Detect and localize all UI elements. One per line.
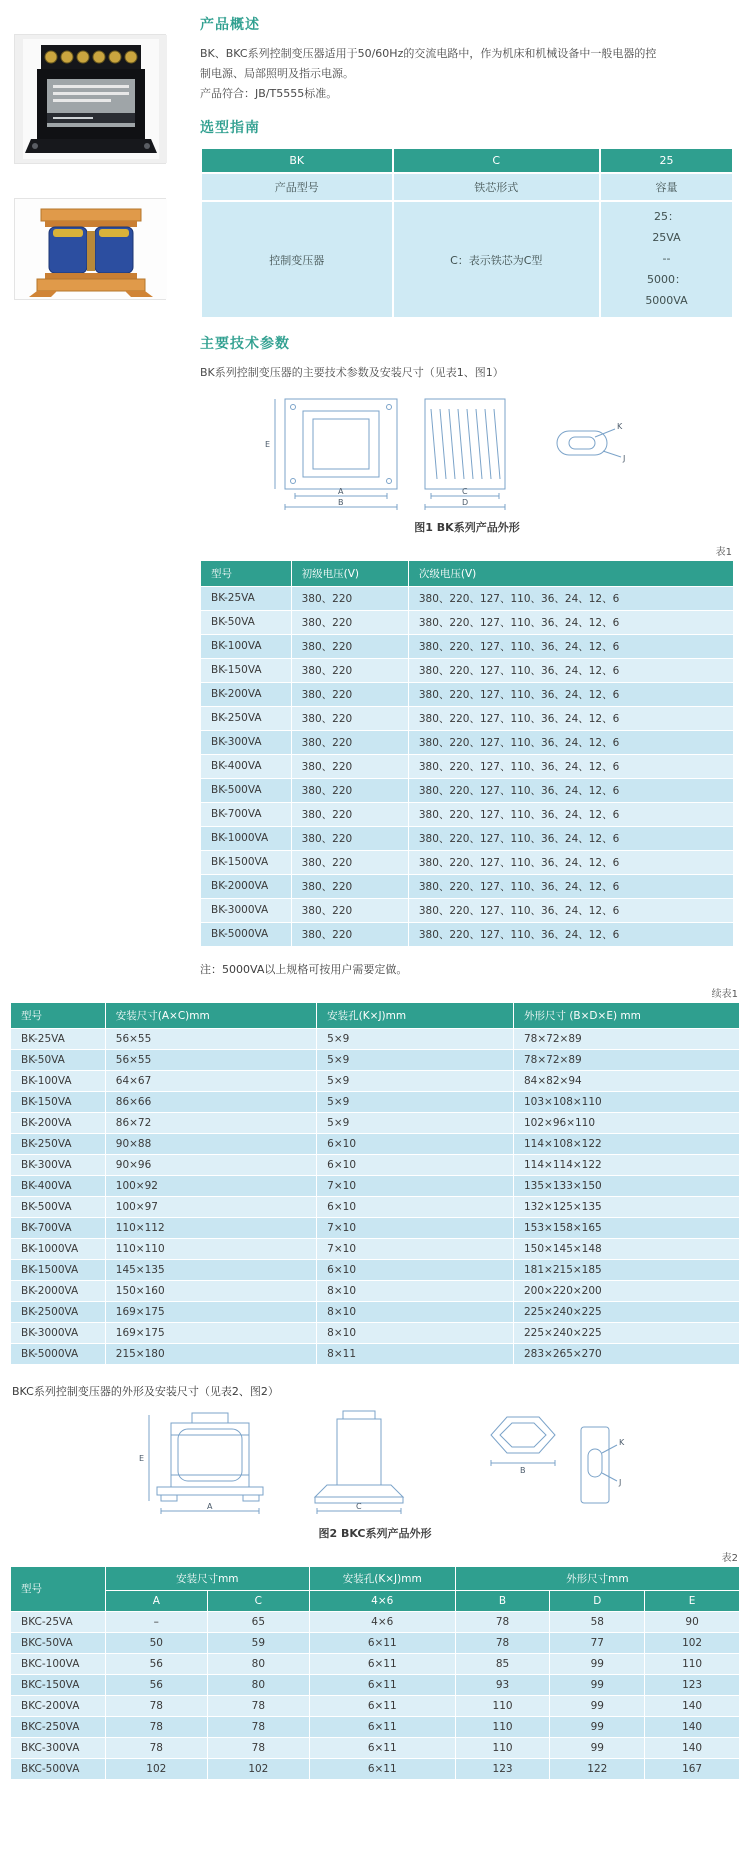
column-header: 安装尺寸mm bbox=[105, 1566, 309, 1590]
value-cell: 64×67 bbox=[105, 1070, 316, 1091]
value-cell: 167 bbox=[645, 1758, 740, 1779]
value-cell: 6×11 bbox=[309, 1653, 455, 1674]
mounting-hole-detail bbox=[557, 429, 621, 457]
value-cell: 6×11 bbox=[309, 1716, 455, 1737]
value-cell: 380、220、127、110、36、24、12、6 bbox=[408, 922, 733, 946]
table-row bbox=[11, 1653, 740, 1674]
dim-label-d: D bbox=[462, 497, 469, 507]
value-cell: 8×10 bbox=[317, 1322, 514, 1343]
value-cell: 99 bbox=[550, 1737, 645, 1758]
model-cell: BK-700VA bbox=[201, 802, 292, 826]
table-row bbox=[201, 922, 734, 946]
table-row bbox=[201, 682, 734, 706]
value-cell: 50 bbox=[105, 1632, 207, 1653]
product-photos bbox=[0, 0, 200, 334]
table1-label: 表1 bbox=[715, 546, 732, 558]
column-subheader: A bbox=[105, 1590, 207, 1611]
column-header: 次级电压(V) bbox=[408, 560, 733, 586]
capacity-cell bbox=[600, 201, 733, 317]
model-cell: BK-250VA bbox=[11, 1133, 106, 1154]
value-cell: 56 bbox=[105, 1653, 207, 1674]
bkc-intro: BKC系列控制变压器的外形及安装尺寸（见表2、图2） bbox=[12, 1384, 279, 1398]
value-cell: 123 bbox=[455, 1758, 550, 1779]
table-row bbox=[201, 586, 734, 610]
table-row bbox=[11, 1196, 740, 1217]
bk-transformer-photo bbox=[15, 35, 167, 163]
column-header: C bbox=[393, 148, 600, 173]
value-cell: 84×82×94 bbox=[514, 1070, 740, 1091]
value-cell: 5×9 bbox=[317, 1091, 514, 1112]
value-cell: 80 bbox=[207, 1653, 309, 1674]
table-row bbox=[201, 658, 734, 682]
value-cell: 4×6 bbox=[309, 1611, 455, 1632]
model-cell: BK-150VA bbox=[201, 658, 292, 682]
bkc-transformer-photo bbox=[15, 199, 167, 299]
value-cell: 6×10 bbox=[317, 1154, 514, 1175]
value-cell: 56×55 bbox=[105, 1049, 316, 1070]
column-subheader: E bbox=[645, 1590, 740, 1611]
value-cell: 78 bbox=[455, 1632, 550, 1653]
value-cell: 65 bbox=[207, 1611, 309, 1632]
value-cell: 56×55 bbox=[105, 1028, 316, 1049]
table-row bbox=[11, 1049, 740, 1070]
value-cell: 110 bbox=[455, 1716, 550, 1737]
mounting-bracket-detail bbox=[581, 1427, 617, 1503]
table-row bbox=[201, 826, 734, 850]
value-cell: 380、220 bbox=[291, 658, 408, 682]
value-cell: 5×9 bbox=[317, 1070, 514, 1091]
dim-label-c: C bbox=[356, 1501, 362, 1511]
model-cell: BK-3000VA bbox=[201, 898, 292, 922]
front-view bbox=[275, 399, 397, 510]
value-cell: 380、220、127、110、36、24、12、6 bbox=[408, 682, 733, 706]
bk-outline-drawing bbox=[217, 393, 717, 515]
value-cell: 169×175 bbox=[105, 1301, 316, 1322]
value-cell: 6×10 bbox=[317, 1196, 514, 1217]
value-cell: 86×72 bbox=[105, 1112, 316, 1133]
cont-table-label: 续表1 bbox=[711, 988, 738, 1000]
table-row bbox=[11, 1674, 740, 1695]
value-cell: 6×10 bbox=[317, 1133, 514, 1154]
value-cell: 78 bbox=[105, 1695, 207, 1716]
column-header: 25 bbox=[600, 148, 733, 173]
value-cell: 225×240×225 bbox=[514, 1322, 740, 1343]
model-cell: BK-50VA bbox=[11, 1049, 106, 1070]
dim-label-k: K bbox=[617, 421, 623, 431]
table-header-row bbox=[201, 148, 733, 173]
column-subheader: B bbox=[455, 1590, 550, 1611]
core-section-detail bbox=[491, 1417, 555, 1466]
model-cell: BK-200VA bbox=[11, 1112, 106, 1133]
tech-intro: BK系列控制变压器的主要技术参数及安装尺寸（见表1、图1） bbox=[200, 365, 504, 379]
value-cell: 380、220、127、110、36、24、12、6 bbox=[408, 898, 733, 922]
table-row bbox=[11, 1133, 740, 1154]
model-cell: BK-250VA bbox=[201, 706, 292, 730]
value-cell: 6×11 bbox=[309, 1758, 455, 1779]
table-row bbox=[11, 1322, 740, 1343]
section-title-selection-guide: 选型指南 bbox=[200, 120, 260, 137]
model-cell: BK-700VA bbox=[11, 1217, 106, 1238]
value-cell: 56 bbox=[105, 1674, 207, 1695]
value-cell: 110 bbox=[455, 1737, 550, 1758]
bkc-dimensions-table bbox=[10, 1566, 740, 1780]
value-cell: 380、220、127、110、36、24、12、6 bbox=[408, 706, 733, 730]
value-cell: 7×10 bbox=[317, 1217, 514, 1238]
value-cell: 380、220 bbox=[291, 874, 408, 898]
value-cell: 380、220、127、110、36、24、12、6 bbox=[408, 586, 733, 610]
section-title-tech-params: 主要技术参数 bbox=[200, 335, 290, 352]
bkc-outline-drawing bbox=[115, 1409, 635, 1521]
text-line: 25VA bbox=[652, 231, 681, 245]
model-cell: BK-1000VA bbox=[201, 826, 292, 850]
value-cell: 169×175 bbox=[105, 1322, 316, 1343]
table-row bbox=[201, 706, 734, 730]
table-row bbox=[11, 1632, 740, 1653]
column-header: 外形尺寸mm bbox=[455, 1566, 739, 1590]
value-cell: 90×96 bbox=[105, 1154, 316, 1175]
value-cell: 78 bbox=[207, 1695, 309, 1716]
value-cell: 380、220 bbox=[291, 586, 408, 610]
value-cell: 控制变压器 bbox=[201, 201, 393, 317]
table-row bbox=[11, 1695, 740, 1716]
value-cell: 135×133×150 bbox=[514, 1175, 740, 1196]
text-line: 5000： bbox=[646, 273, 686, 287]
dim-label-b: B bbox=[520, 1465, 526, 1475]
model-cell: BK-100VA bbox=[11, 1070, 106, 1091]
table-subheader-row bbox=[11, 1590, 740, 1611]
value-cell: 123 bbox=[645, 1674, 740, 1695]
value-cell: 100×92 bbox=[105, 1175, 316, 1196]
value-cell: 85 bbox=[455, 1653, 550, 1674]
value-cell: 380、220 bbox=[291, 802, 408, 826]
model-cell: BKC-150VA bbox=[11, 1674, 106, 1695]
value-cell: 58 bbox=[550, 1611, 645, 1632]
figure-2 bbox=[10, 1409, 740, 1521]
column-header: BK bbox=[201, 148, 393, 173]
value-cell: 150×145×148 bbox=[514, 1238, 740, 1259]
column-header: 安装孔(K×J)mm bbox=[317, 1002, 514, 1028]
model-cell: BK-5000VA bbox=[11, 1343, 106, 1364]
table-row bbox=[11, 1716, 740, 1737]
table-row bbox=[201, 898, 734, 922]
figure-1-caption: 图1 BK系列产品外形 bbox=[414, 520, 520, 534]
value-cell: 100×97 bbox=[105, 1196, 316, 1217]
dim-label-a: A bbox=[207, 1501, 213, 1511]
table-row bbox=[11, 1091, 740, 1112]
bk-params-table bbox=[200, 560, 734, 947]
table-row bbox=[201, 802, 734, 826]
model-cell: BKC-50VA bbox=[11, 1632, 106, 1653]
value-cell: 380、220、127、110、36、24、12、6 bbox=[408, 658, 733, 682]
column-subheader: D bbox=[550, 1590, 645, 1611]
table-row bbox=[11, 1112, 740, 1133]
table-row bbox=[201, 610, 734, 634]
table-row bbox=[201, 754, 734, 778]
table-row bbox=[11, 1217, 740, 1238]
figure-2-caption: 图2 BKC系列产品外形 bbox=[318, 1526, 432, 1540]
model-cell: BK-1000VA bbox=[11, 1238, 106, 1259]
column-header: 型号 bbox=[11, 1002, 106, 1028]
table-row bbox=[201, 730, 734, 754]
value-cell: 8×10 bbox=[317, 1301, 514, 1322]
value-cell: 102 bbox=[207, 1758, 309, 1779]
value-cell: 59 bbox=[207, 1632, 309, 1653]
table-row bbox=[201, 850, 734, 874]
model-cell: BK-400VA bbox=[11, 1175, 106, 1196]
value-cell: 78×72×89 bbox=[514, 1028, 740, 1049]
table-row bbox=[11, 1280, 740, 1301]
table-row bbox=[11, 1175, 740, 1196]
value-cell: 380、220 bbox=[291, 682, 408, 706]
table-row bbox=[11, 1301, 740, 1322]
product-photo-bk bbox=[14, 34, 166, 164]
model-cell: BK-500VA bbox=[11, 1196, 106, 1217]
value-cell: 6×11 bbox=[309, 1632, 455, 1653]
table-row bbox=[11, 1070, 740, 1091]
value-cell: 380、220 bbox=[291, 610, 408, 634]
value-cell: 283×265×270 bbox=[514, 1343, 740, 1364]
model-cell: BK-100VA bbox=[201, 634, 292, 658]
bk-dimensions-table bbox=[10, 1002, 740, 1365]
product-photo-bkc bbox=[14, 198, 166, 300]
value-cell: 8×11 bbox=[317, 1343, 514, 1364]
value-cell: 153×158×165 bbox=[514, 1217, 740, 1238]
main-content bbox=[200, 0, 750, 981]
dim-label-j: J bbox=[619, 1477, 622, 1487]
value-cell: 140 bbox=[645, 1737, 740, 1758]
column-header: 安装尺寸(A×C)mm bbox=[105, 1002, 316, 1028]
table-row bbox=[11, 1758, 740, 1779]
model-cell: BK-500VA bbox=[201, 778, 292, 802]
lower-section bbox=[0, 985, 750, 1820]
model-cell: BKC-200VA bbox=[11, 1695, 106, 1716]
dim-label-c: C bbox=[462, 486, 468, 496]
model-cell: BK-300VA bbox=[201, 730, 292, 754]
value-cell: 114×114×122 bbox=[514, 1154, 740, 1175]
value-cell: 5×9 bbox=[317, 1112, 514, 1133]
column-header: 外形尺寸 (B×D×E) mm bbox=[514, 1002, 740, 1028]
value-cell: 380、220 bbox=[291, 826, 408, 850]
table-row bbox=[11, 1259, 740, 1280]
value-cell: 380、220、127、110、36、24、12、6 bbox=[408, 850, 733, 874]
value-cell: 200×220×200 bbox=[514, 1280, 740, 1301]
column-subheader: C bbox=[207, 1590, 309, 1611]
value-cell: 140 bbox=[645, 1695, 740, 1716]
text-line: 5000VA bbox=[645, 293, 688, 307]
value-cell: 99 bbox=[550, 1716, 645, 1737]
dim-label-e: E bbox=[265, 439, 271, 449]
front-view bbox=[149, 1413, 263, 1514]
text-line: 产品符合：JB/T5555标准。 bbox=[200, 86, 338, 100]
table-row bbox=[11, 1028, 740, 1049]
value-cell: 110 bbox=[645, 1653, 740, 1674]
dim-label-b: B bbox=[338, 497, 344, 507]
value-cell: 90×88 bbox=[105, 1133, 316, 1154]
value-cell: 6×11 bbox=[309, 1737, 455, 1758]
value-cell: 225×240×225 bbox=[514, 1301, 740, 1322]
value-cell: 99 bbox=[550, 1653, 645, 1674]
value-cell: 110×112 bbox=[105, 1217, 316, 1238]
value-cell: 380、220 bbox=[291, 730, 408, 754]
value-cell: 181×215×185 bbox=[514, 1259, 740, 1280]
value-cell: 产品型号 bbox=[201, 173, 393, 201]
value-cell: 380、220 bbox=[291, 922, 408, 946]
value-cell: 6×11 bbox=[309, 1695, 455, 1716]
model-cell: BK-25VA bbox=[11, 1028, 106, 1049]
selection-guide-table bbox=[200, 147, 734, 318]
value-cell: 102 bbox=[645, 1632, 740, 1653]
value-cell: 150×160 bbox=[105, 1280, 316, 1301]
model-cell: BK-200VA bbox=[201, 682, 292, 706]
value-cell: 110×110 bbox=[105, 1238, 316, 1259]
value-cell: 380、220 bbox=[291, 778, 408, 802]
value-cell: 78 bbox=[455, 1611, 550, 1632]
model-cell: BK-1500VA bbox=[11, 1259, 106, 1280]
value-cell: 380、220 bbox=[291, 706, 408, 730]
model-cell: BK-150VA bbox=[11, 1091, 106, 1112]
value-cell: 78 bbox=[105, 1716, 207, 1737]
value-cell: 6×11 bbox=[309, 1674, 455, 1695]
value-cell: 86×66 bbox=[105, 1091, 316, 1112]
figure-1 bbox=[200, 393, 734, 515]
text-line: 25： bbox=[653, 210, 679, 224]
dim-label-e: E bbox=[139, 1453, 145, 1463]
section-title-overview: 产品概述 bbox=[200, 17, 260, 33]
table-row bbox=[201, 173, 733, 201]
value-cell: – bbox=[105, 1611, 207, 1632]
model-cell: BK-50VA bbox=[201, 610, 292, 634]
value-cell: 7×10 bbox=[317, 1175, 514, 1196]
model-cell: BK-2000VA bbox=[201, 874, 292, 898]
model-cell: BKC-300VA bbox=[11, 1737, 106, 1758]
value-cell: 380、220、127、110、36、24、12、6 bbox=[408, 874, 733, 898]
dim-label-a: A bbox=[338, 486, 344, 496]
table-row bbox=[201, 201, 733, 317]
value-cell: 380、220 bbox=[291, 850, 408, 874]
value-cell: 102 bbox=[105, 1758, 207, 1779]
model-cell: BKC-100VA bbox=[11, 1653, 106, 1674]
value-cell: 5×9 bbox=[317, 1028, 514, 1049]
value-cell: 102×96×110 bbox=[514, 1112, 740, 1133]
value-cell: 99 bbox=[550, 1695, 645, 1716]
value-cell: 380、220 bbox=[291, 898, 408, 922]
value-cell: 114×108×122 bbox=[514, 1133, 740, 1154]
value-cell: 80 bbox=[207, 1674, 309, 1695]
value-cell: 铁芯形式 bbox=[393, 173, 600, 201]
column-header: 安装孔(K×J)mm bbox=[309, 1566, 455, 1590]
value-cell: 8×10 bbox=[317, 1280, 514, 1301]
table-header-row bbox=[11, 1002, 740, 1028]
column-header: 型号 bbox=[201, 560, 292, 586]
column-header: 型号 bbox=[11, 1566, 106, 1611]
model-cell: BKC-500VA bbox=[11, 1758, 106, 1779]
value-cell: 93 bbox=[455, 1674, 550, 1695]
text-line: BK、BKC系列控制变压器适用于50/60Hz的交流电路中，作为机床和机械设备中一般电器的控 bbox=[200, 47, 657, 60]
value-cell: 132×125×135 bbox=[514, 1196, 740, 1217]
model-cell: BK-25VA bbox=[201, 586, 292, 610]
value-cell: 140 bbox=[645, 1716, 740, 1737]
model-cell: BK-3000VA bbox=[11, 1322, 106, 1343]
table-row bbox=[11, 1238, 740, 1259]
model-cell: BK-1500VA bbox=[201, 850, 292, 874]
table-row bbox=[201, 874, 734, 898]
model-cell: BK-400VA bbox=[201, 754, 292, 778]
table2-label: 表2 bbox=[721, 1552, 738, 1564]
value-cell: 380、220、127、110、36、24、12、6 bbox=[408, 778, 733, 802]
value-cell: 380、220、127、110、36、24、12、6 bbox=[408, 754, 733, 778]
model-cell: BK-5000VA bbox=[201, 922, 292, 946]
text-line: -- bbox=[662, 252, 671, 266]
value-cell: 5×9 bbox=[317, 1049, 514, 1070]
column-header: 初级电压(V) bbox=[291, 560, 408, 586]
column-subheader: 4×6 bbox=[309, 1590, 455, 1611]
value-cell: 99 bbox=[550, 1674, 645, 1695]
value-cell: 78×72×89 bbox=[514, 1049, 740, 1070]
value-cell: 容量 bbox=[600, 173, 733, 201]
table-header-row bbox=[201, 560, 734, 586]
value-cell: 110 bbox=[455, 1695, 550, 1716]
value-cell: 215×180 bbox=[105, 1343, 316, 1364]
model-cell: BK-300VA bbox=[11, 1154, 106, 1175]
side-view bbox=[315, 1411, 403, 1514]
table-row bbox=[201, 778, 734, 802]
value-cell: 380、220 bbox=[291, 634, 408, 658]
table-row bbox=[11, 1343, 740, 1364]
model-cell: BKC-250VA bbox=[11, 1716, 106, 1737]
model-cell: BK-2000VA bbox=[11, 1280, 106, 1301]
value-cell: 380、220、127、110、36、24、12、6 bbox=[408, 610, 733, 634]
value-cell: 7×10 bbox=[317, 1238, 514, 1259]
value-cell: 77 bbox=[550, 1632, 645, 1653]
value-cell: 6×10 bbox=[317, 1259, 514, 1280]
value-cell: 90 bbox=[645, 1611, 740, 1632]
table-row bbox=[11, 1154, 740, 1175]
value-cell: 380、220、127、110、36、24、12、6 bbox=[408, 730, 733, 754]
dim-label-k: K bbox=[619, 1437, 625, 1447]
note-text: 注：5000VA以上规格可按用户需要定做。 bbox=[200, 962, 408, 976]
value-cell: 380、220 bbox=[291, 754, 408, 778]
table-row bbox=[201, 634, 734, 658]
value-cell: 78 bbox=[105, 1737, 207, 1758]
table-header-row bbox=[11, 1566, 740, 1590]
overview-text bbox=[200, 44, 734, 103]
table-row bbox=[11, 1737, 740, 1758]
value-cell: 103×108×110 bbox=[514, 1091, 740, 1112]
text-line: 制电源、局部照明及指示电源。 bbox=[200, 66, 354, 80]
value-cell: 78 bbox=[207, 1716, 309, 1737]
dim-label-j: J bbox=[623, 453, 626, 463]
value-cell: 380、220、127、110、36、24、12、6 bbox=[408, 634, 733, 658]
value-cell: 78 bbox=[207, 1737, 309, 1758]
value-cell: 380、220、127、110、36、24、12、6 bbox=[408, 826, 733, 850]
value-cell: 122 bbox=[550, 1758, 645, 1779]
table-row bbox=[11, 1611, 740, 1632]
value-cell: 145×135 bbox=[105, 1259, 316, 1280]
model-cell: BKC-25VA bbox=[11, 1611, 106, 1632]
value-cell: 380、220、127、110、36、24、12、6 bbox=[408, 802, 733, 826]
value-cell: C：表示铁芯为C型 bbox=[393, 201, 600, 317]
model-cell: BK-2500VA bbox=[11, 1301, 106, 1322]
